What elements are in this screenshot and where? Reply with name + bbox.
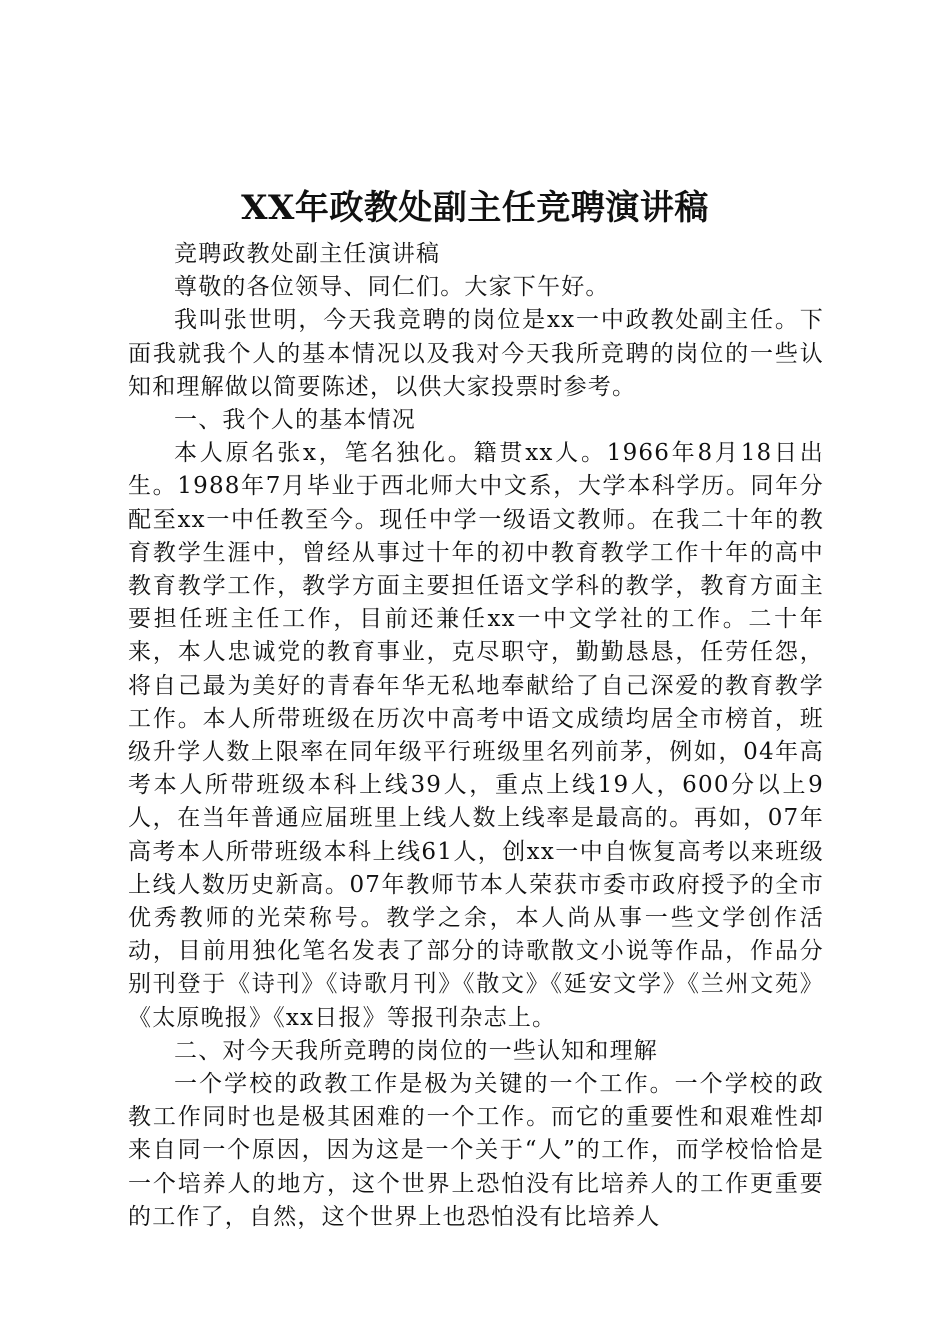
paragraph-understanding: 一个学校的政教工作是极为关键的一个工作。一个学校的政教工作同时也是极其困难的一个工作。而它的重要性和艰难性却来自同一个原因，因为这是一个关于“人”的工作，而学校恰恰是一个培养人的地方，这个世界上恐怕没有比培养人的工作更重要的工作了，自然，这个世界上也恐怕没有比培养人 — [128, 1071, 824, 1230]
document-title: XX年政教处副主任竞聘演讲稿 — [241, 188, 709, 228]
document-body — [128, 238, 824, 1234]
paragraph-basic-info: 本人原名张x，笔名独化。籍贯xx人。1966年8月18日出生。1988年7月毕业于西北师大中文系，大学本科学历。同年分配至xx一中任教至今。现任中学一级语文教师。在我二十年的教育教学生涯中，曾经从事过十年的初中教育教学工作十年的高中教育教学工作，教学方面主要担任语文学科的教学，教育方面主要担任班主任工作，目前还兼任xx一中文学社的工作。二十年来，本人忠诚党的教育事业，克尽职守，勤勤恳恳，任劳任怨，将自己最为美好的青春年华无私地奉献给了自己深爱的教育教学工作。本人所带班级在历次中高考中语文成绩均居全市榜首，班级升学人数上限率在同年级平行班级里名列前茅，例如，04年高考本人所带班级本科上线39人，重点上线19人，600分以上9人，在当年普通应届班里上线人数上线率是最高的。再如，07年高考本人所带班级本科上线61人，创xx一中自恢复高考以来班级上线人数历史新高。07年教师节本人荣获市委市政府授予的全市优秀教师的光荣称号。教学之余，本人尚从事一些文学创作活动，目前用独化笔名发表了部分的诗歌散文小说等作品，作品分别刊登于《诗刊》《诗歌月刊》《散文》《延安文学》《兰州文苑》《太原晚报》《xx日报》等报刊杂志上。 — [128, 440, 824, 1031]
paragraph-subtitle: 竞聘政教处副主任演讲稿 — [174, 241, 441, 267]
section-heading-basic-info: 一、我个人的基本情况 — [174, 407, 416, 434]
paragraph-introduction: 我叫张世明，今天我竞聘的岗位是xx一中政教处副主任。下面我就我个人的基本情况以及我对今天我所竞聘的岗位的一些认知和理解做以简要陈述，以供大家投票时参考。 — [128, 307, 824, 400]
paragraph-greeting: 尊敬的各位领导、同仁们。大家下午好。 — [174, 274, 610, 301]
section-heading-understanding: 二、对今天我所竞聘的岗位的一些认知和理解 — [174, 1037, 658, 1064]
